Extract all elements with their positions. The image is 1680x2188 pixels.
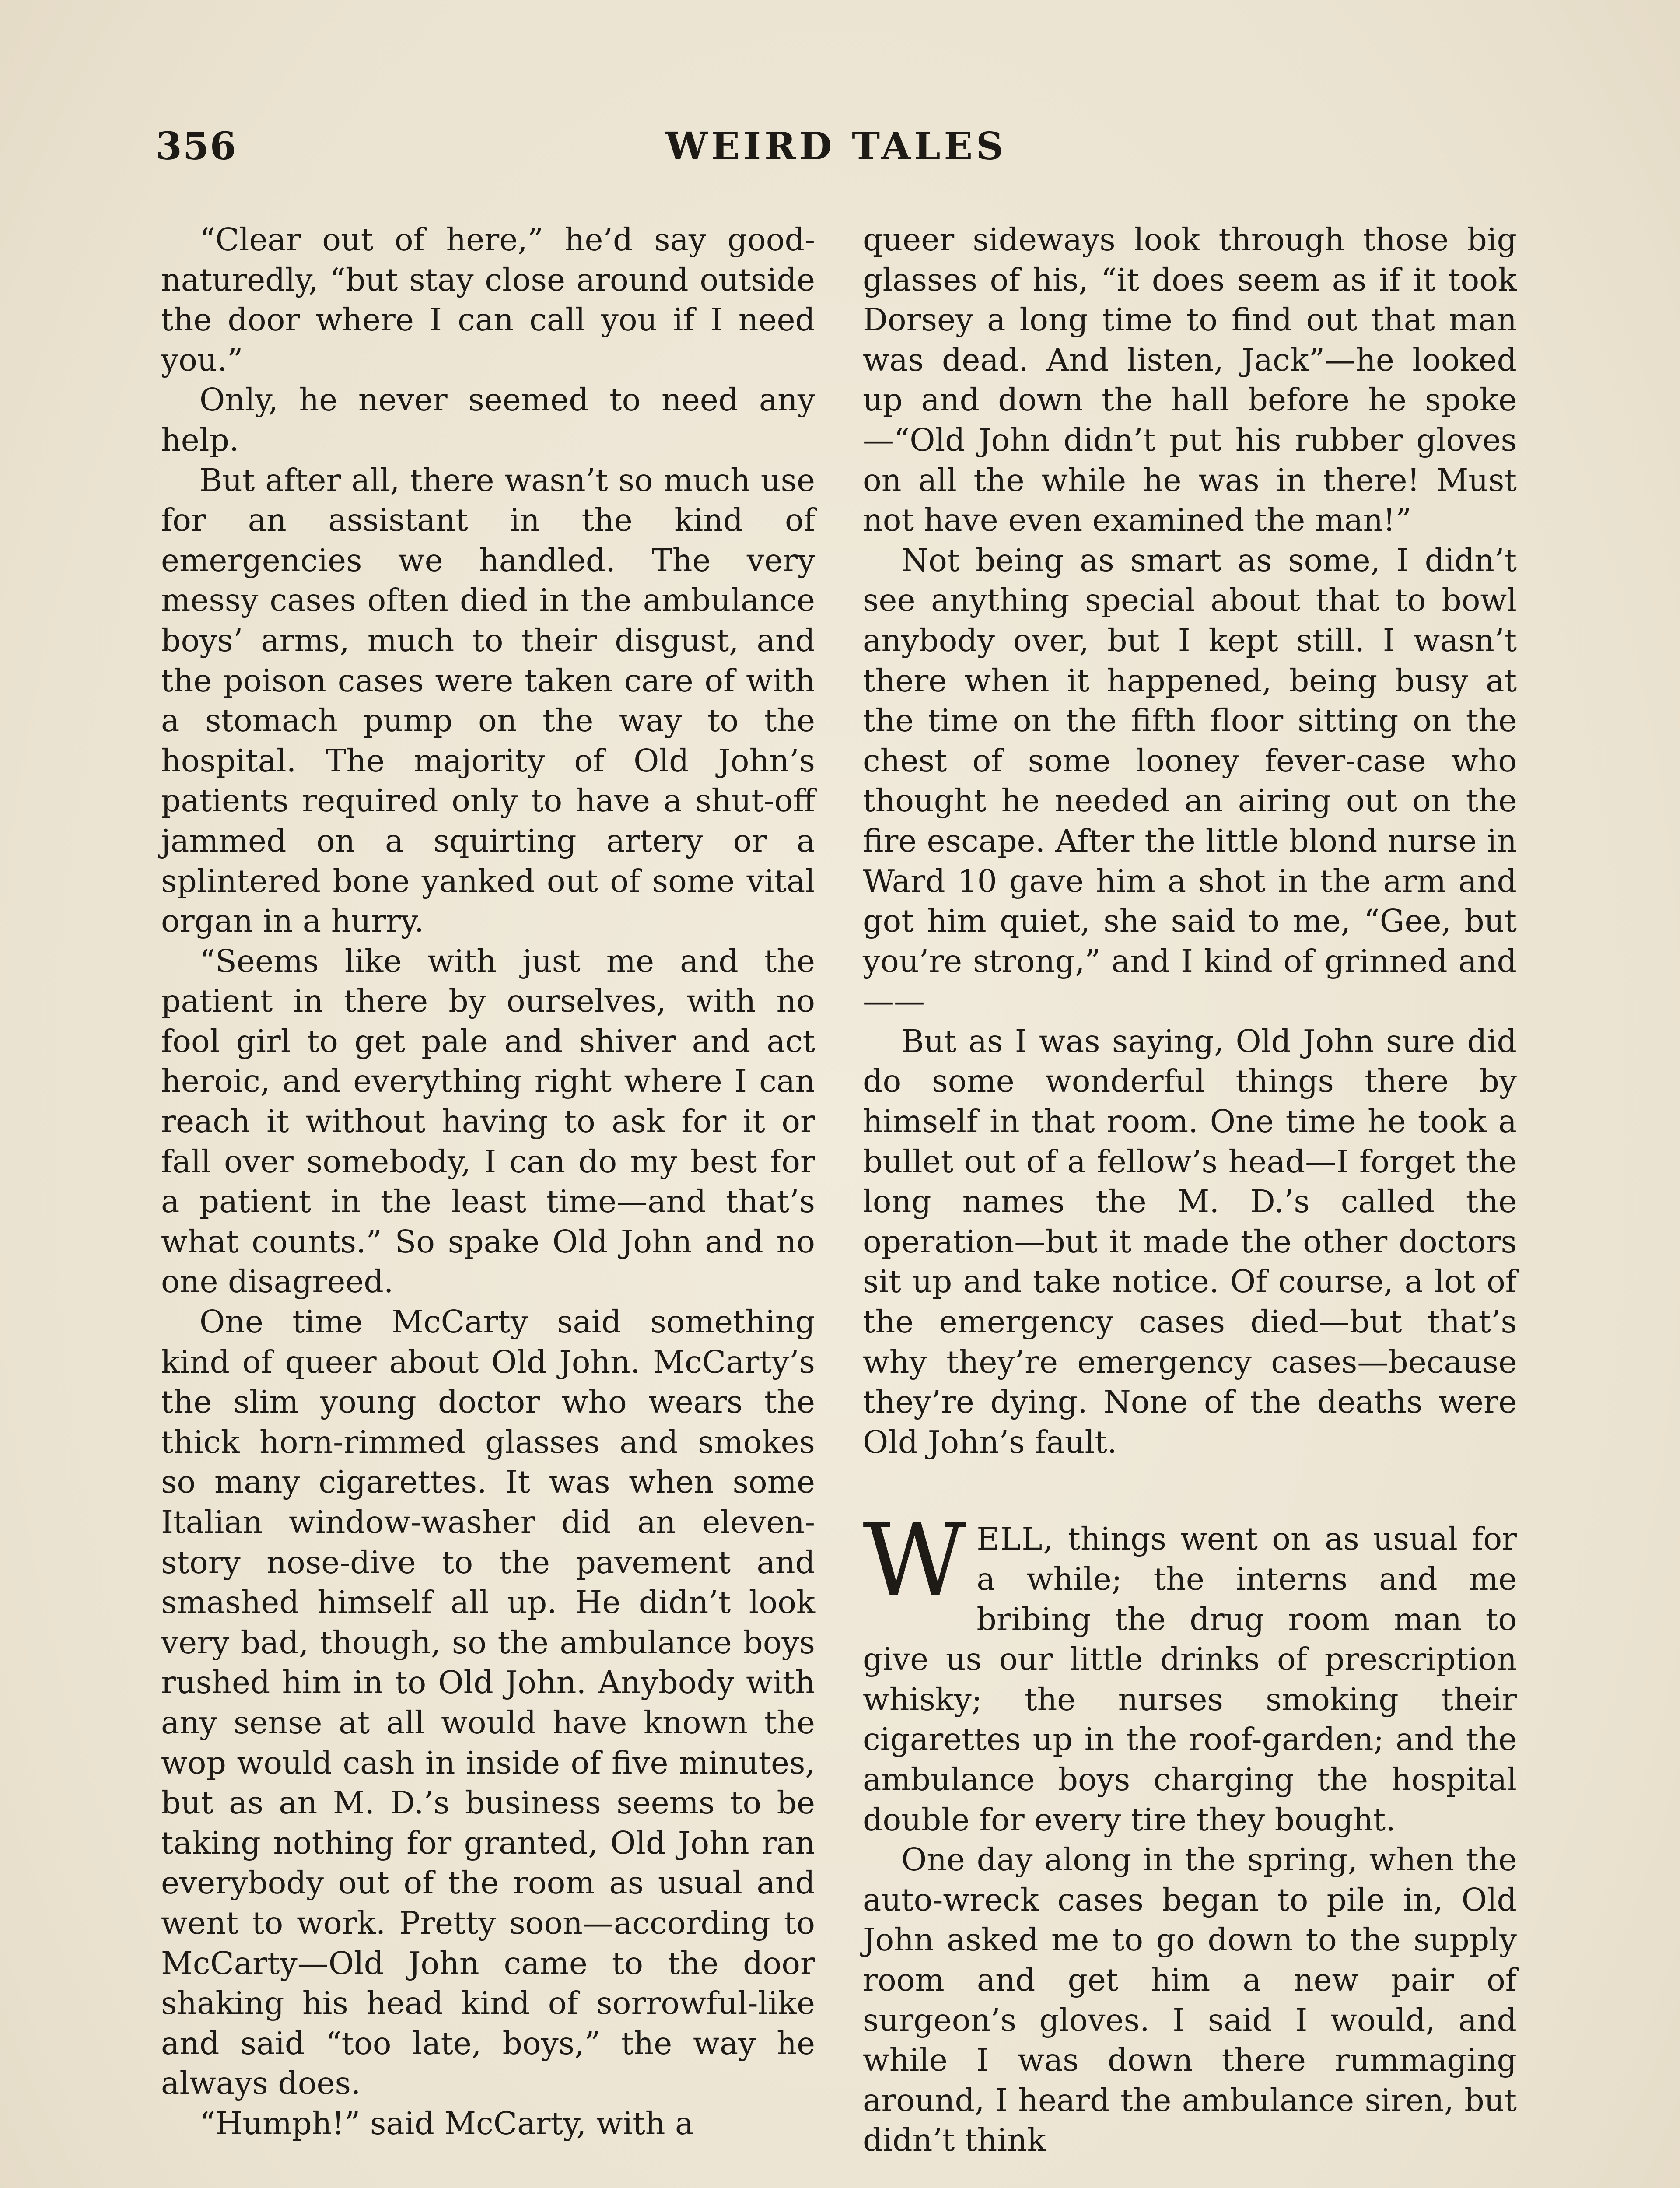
page-number: 356 — [156, 124, 237, 168]
paragraph: “Humph!” said McCarty, with a — [200, 2105, 694, 2142]
paragraph: Only, he never seemed to need any help. — [161, 382, 815, 458]
paragraph: “Clear out of here,” he’d say good-naturedly, “but stay close around outside the door where I can call you if I need you.” — [161, 221, 815, 378]
paragraph: But after all, there wasn’t so much use for an assistant in the kind of emergencies we handled. The very messy cases often died in the ambulance boys’ arms, much to their disgust, and the poison cases were taken care of with a stomach pump on the way to the hospital. The majority of Old John’s patients required only to have a shut-off jammed on a squirting artery or a splintered bone yanked out of some vital organ in a hurry. — [161, 462, 815, 940]
page-header — [156, 123, 1516, 171]
paragraph: One time McCarty said something kind of queer about Old John. McCarty’s the slim young doctor who wears the thick horn-rimmed glasses and smokes so many cigarettes. It was when some Italian window-washer did an eleven-story nose-dive to the pavement and smashed himself all up. He didn’t look very bad, though, so the ambulance boys rushed him in to Old John. Anybody with any sense at all would have known the wop would cash in inside of five minutes, but as an M. D.’s business seems to be taking nothing for granted, Old John ran everybody out of the room as usual and went to work. Pretty soon—according to McCarty—Old John came to the door shaking his head kind of sorrowful-like and said “too late, boys,” the way he always does. — [161, 1304, 815, 2102]
paragraph-continued: queer sideways look through those big glasses of his, “it does seem as if it took Dorsey a long time to find out that man was dead. And listen, Jack”—he looked up and down the hall before he spoke—“Old John didn’t put his rubber gloves on all the while he was in there! Must not have even examined the man!” — [863, 221, 1517, 539]
running-title: WEIRD TALES — [665, 124, 1007, 168]
drop-cap: W — [863, 1502, 966, 1620]
small-caps-lead: ELL, — [976, 1521, 1054, 1557]
paragraph: One day along in the spring, when the auto-wreck cases began to pile in, Old John asked me to go down to the supply room and get him a new pair of surgeon’s gloves. I said I would, and while I was down there rummaging around, I heard the ambulance siren, but didn’t think — [863, 1841, 1517, 2159]
paragraph: But as I was saying, Old John sure did do some wonderful things there by himself in that room. One time he took a bullet out of a fellow’s head—I forget the long names the M. D.’s called the operation—but it made the other doctors sit up and take notice. Of course, a lot of the emergency cases died—but that’s why they’re emergency cases—because they’re dying. None of the deaths were Old John’s fault. — [863, 1023, 1517, 1460]
right-column — [863, 220, 1517, 2160]
paragraph: “Seems like with just me and the patient in there by ourselves, with no fool girl to get pale and shiver and act heroic, and everything right where I can reach it without having to ask for it or fall over somebody, I can do my best for a patient in the least time—and that’s what counts.” So spake Old John and no one disagreed. — [161, 943, 815, 1300]
left-column — [161, 220, 815, 2144]
section-opening-paragraph — [863, 1502, 1517, 1840]
paragraph-text: things went on as usual for a while; the interns and me bribing the drug room man to give us our little drinks of prescription whisky; the nurses smoking their cigarettes up in the roof-garden; and the ambulance boys charging the hospital double for every tire they bought. — [863, 1521, 1517, 1838]
paragraph: Not being as smart as some, I didn’t see anything special about that to bowl anybody over, but I kept still. I wasn’t there when it happened, being busy at the time on the fifth floor sitting on the chest of some looney fever-case who thought he needed an airing out on the fire escape. After the little blond nurse in Ward 10 gave him a shot in the arm and got him quiet, she said to me, “Gee, but you’re strong,” and I kind of grinned and—— — [863, 542, 1517, 1020]
